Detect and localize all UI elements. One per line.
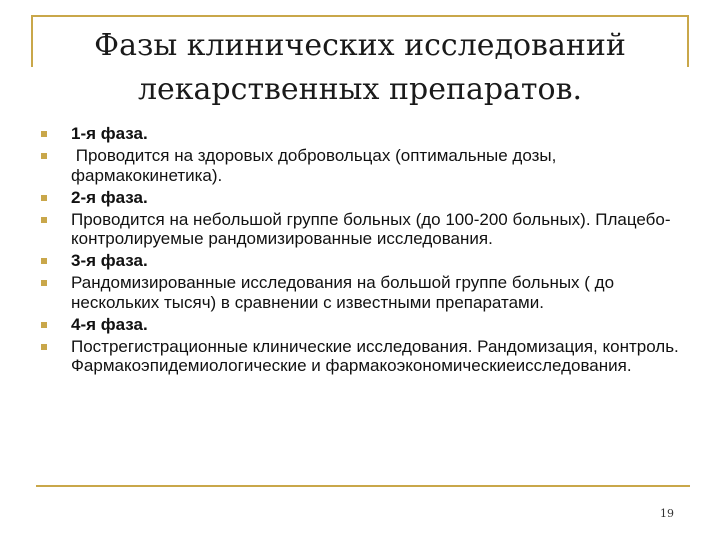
square-bullet-icon — [41, 131, 47, 137]
bullet-item-phase-1-desc — [40, 146, 680, 185]
bullet-text: Рандомизированные исследования на большой группе больных ( до нескольких тысяч) в сравнении с известными препаратами. — [71, 273, 615, 312]
bullet-text: 3-я фаза. — [71, 251, 148, 270]
frame-left-rule — [31, 15, 33, 67]
frame-right-rule — [687, 15, 689, 67]
bullet-text: Пострегистрационные клинические исследования. Рандомизация, контроль. Фармакоэпидемиологические и фармакоэкономическиеисследования. — [71, 336, 679, 375]
bullet-text: 1-я фаза. — [71, 124, 148, 143]
frame-top-rule — [31, 15, 689, 17]
bullet-text: 4-я фаза. — [71, 314, 148, 334]
bullet-item-phase-2 — [40, 188, 680, 208]
square-bullet-icon — [41, 344, 47, 350]
bullet-list — [40, 124, 680, 378]
bullet-item-phase-3 — [40, 251, 680, 271]
bullet-text: Проводится на здоровых добровольцах (оптимальные дозы, фармакокинетика). — [71, 146, 562, 185]
square-bullet-icon — [41, 322, 47, 328]
slide-title — [60, 24, 660, 112]
frame-bottom-rule — [36, 485, 690, 487]
bullet-item-phase-4-desc — [40, 337, 680, 376]
bullet-item-phase-1 — [40, 124, 680, 144]
bullet-text: 2-я фаза. — [71, 187, 148, 207]
slide-title-line-1: Фазы клинических исследований — [94, 28, 626, 63]
bullet-text: Проводится на небольшой группе больных (до 100-200 больных). Плацебо-контролируемые рандомизированные исследования. — [71, 209, 671, 248]
bullet-item-phase-2-desc — [40, 210, 680, 249]
square-bullet-icon — [41, 195, 47, 201]
page-number: 19 — [660, 507, 674, 520]
bullet-item-phase-3-desc — [40, 273, 680, 312]
square-bullet-icon — [41, 153, 47, 159]
slide-title-line-2: лекарственных препаратов. — [137, 72, 583, 107]
square-bullet-icon — [41, 280, 47, 286]
bullet-item-phase-4 — [40, 315, 680, 335]
square-bullet-icon — [41, 258, 47, 264]
square-bullet-icon — [41, 217, 47, 223]
